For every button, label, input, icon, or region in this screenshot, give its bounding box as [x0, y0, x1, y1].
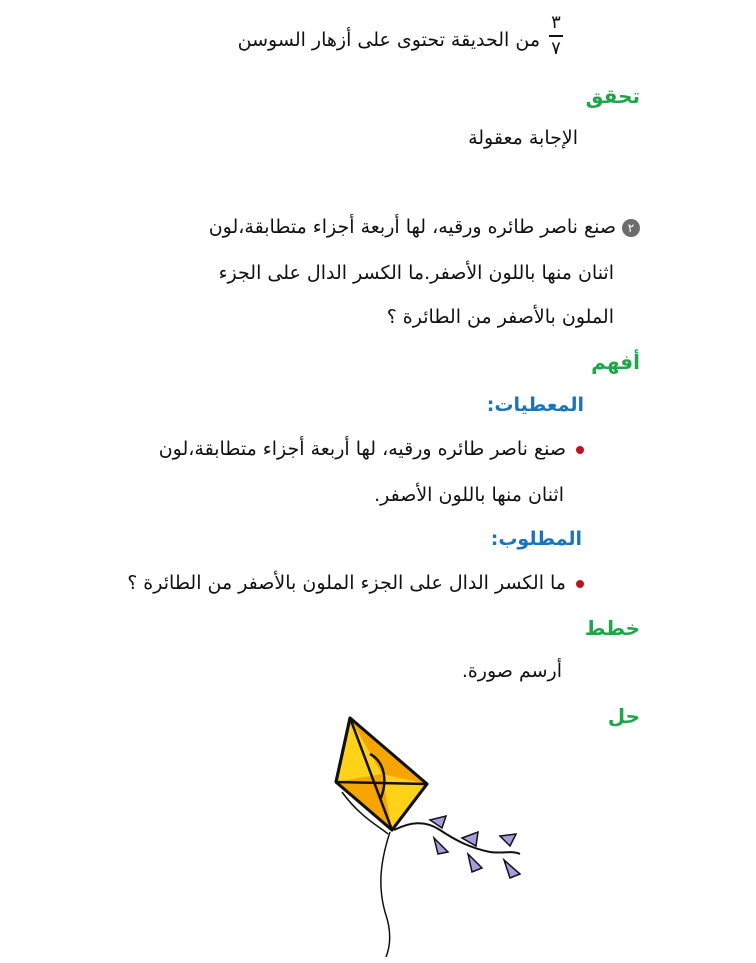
top-line-text: من الحديقة تحتوى على أزهار السوسن — [237, 29, 540, 51]
bullet-dot — [576, 446, 584, 454]
fraction-bar — [549, 35, 563, 37]
solve-heading: حل — [607, 704, 640, 728]
plan-heading: خطط — [584, 616, 640, 640]
problem-text-1: صنع ناصر طائره ورقيه، لها أربعة أجزاء متطابقة،لون — [208, 216, 616, 238]
problem-line-2: اثنان منها باللون الأصفر.ما الكسر الدال على الجزء — [218, 262, 614, 284]
kite-bow-1 — [430, 816, 448, 854]
kite-bow-2 — [462, 832, 482, 872]
problem-number-badge: ٢ — [622, 219, 640, 237]
bullet-dot — [576, 580, 584, 588]
fraction-denominator: ٧ — [551, 37, 561, 59]
kite-illustration — [330, 712, 530, 957]
understand-heading: أفهم — [591, 350, 640, 374]
problem-line-3: الملون بالأصفر من الطائرة ؟ — [386, 306, 614, 328]
required-line — [127, 572, 584, 594]
givens-line-1 — [159, 438, 584, 460]
problem-line-1 — [209, 216, 640, 238]
kite-tail — [394, 823, 520, 854]
givens-line-2: اثنان منها باللون الأصفر. — [374, 484, 564, 506]
fraction-numerator: ٣ — [551, 12, 561, 33]
givens-text-1: صنع ناصر طائره ورقيه، لها أربعة أجزاء متطابقة،لون — [158, 438, 566, 460]
fraction-three-sevenths — [549, 14, 563, 58]
kite-bow-3 — [500, 834, 520, 878]
check-heading: تحقق — [585, 84, 640, 108]
required-text: ما الكسر الدال على الجزء الملون بالأصفر من الطائرة ؟ — [127, 572, 566, 594]
check-answer: الإجابة معقولة — [468, 127, 578, 149]
kite-string — [381, 832, 390, 957]
givens-heading: المعطيات: — [486, 394, 584, 416]
plan-text: أرسم صورة. — [461, 660, 562, 682]
required-heading: المطلوب: — [490, 528, 582, 550]
